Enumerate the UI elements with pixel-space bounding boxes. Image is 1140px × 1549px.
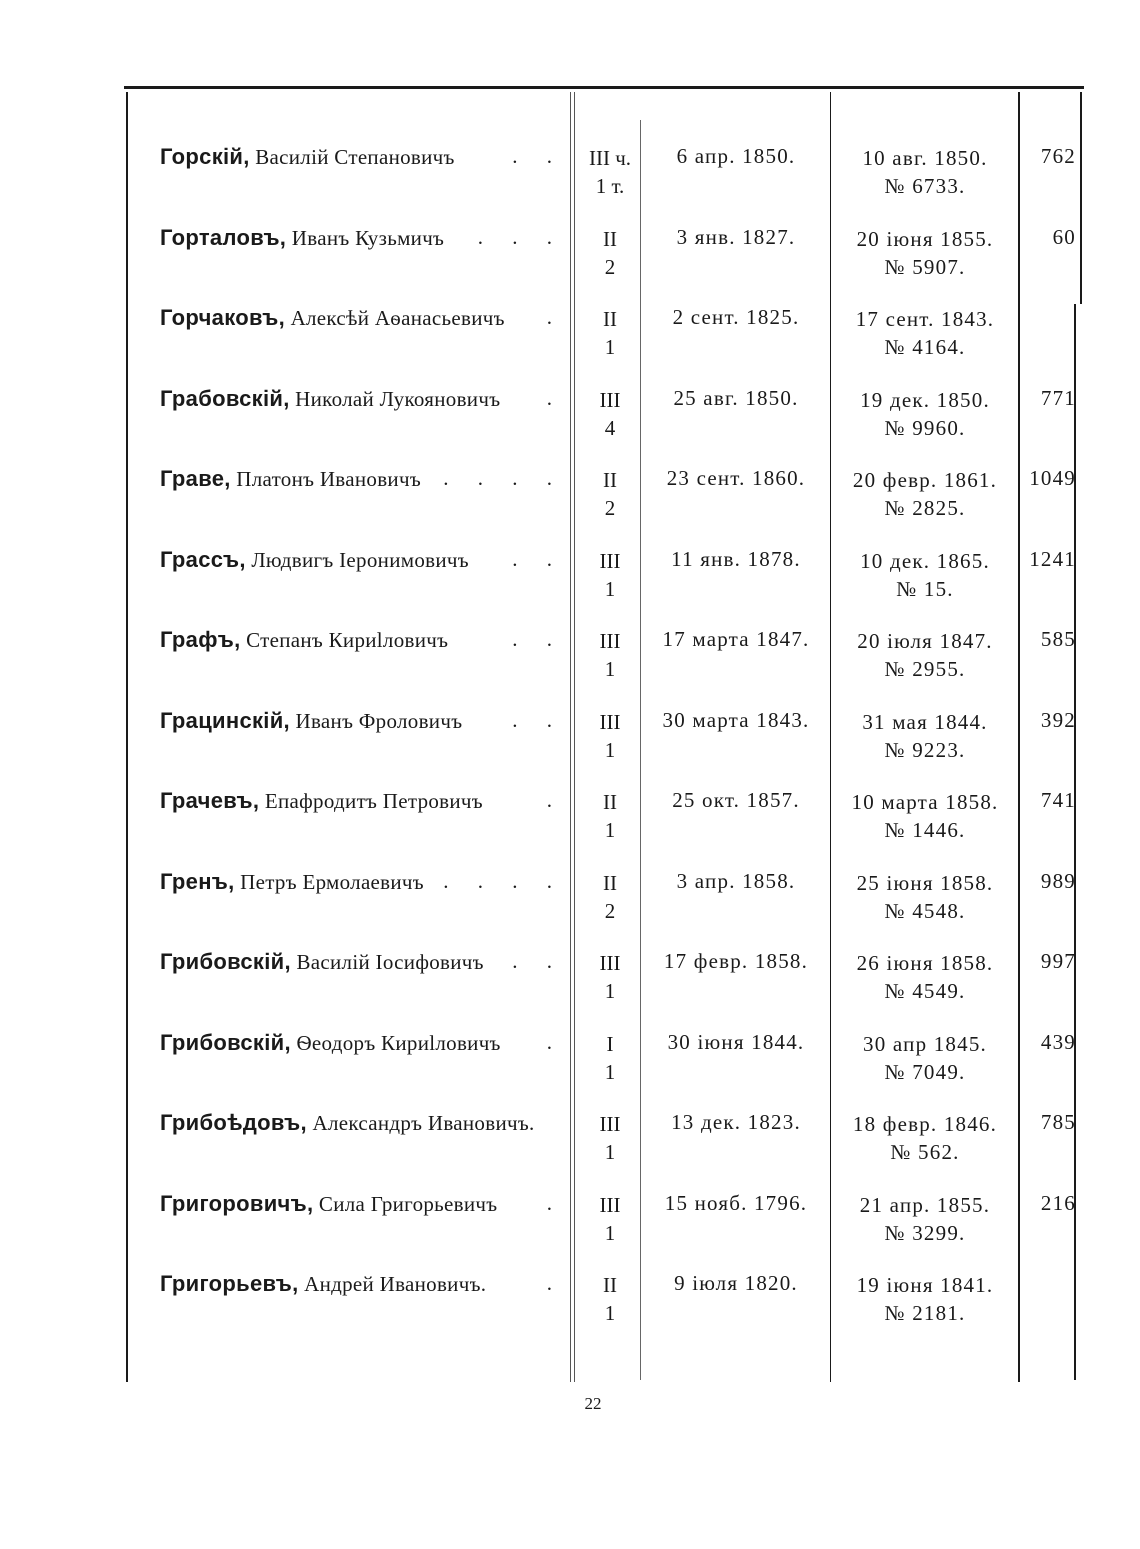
part: III <box>599 1112 621 1136</box>
registration-date: 18 февр. 1846. <box>852 1112 998 1136</box>
date: 23 сент. 1860. <box>666 466 806 490</box>
registration-date: 30 апр 1845. <box>863 1031 987 1056</box>
date: 17 февр. 1858. <box>663 949 809 973</box>
volume: 1 <box>604 979 616 1003</box>
given-name: Епафродитъ Петровичъ <box>264 789 483 813</box>
entry-number: 785 <box>1040 1110 1076 1134</box>
leader-dots: . . <box>512 707 564 732</box>
table-row <box>0 788 1140 868</box>
registration <box>832 305 1018 361</box>
part-volume <box>580 1030 640 1086</box>
part-volume <box>580 386 640 442</box>
registration-number: № 4164. <box>884 335 966 359</box>
person-name <box>160 1030 570 1056</box>
table-row <box>0 466 1140 546</box>
leader-dots: . <box>546 1029 564 1054</box>
volume: 1 <box>604 335 616 359</box>
registration-date: 25 іюня 1858. <box>856 870 994 895</box>
entry-number: 989 <box>1040 868 1076 893</box>
part-volume <box>580 305 640 361</box>
registration <box>832 1191 1018 1247</box>
registration <box>832 225 1018 281</box>
part-volume <box>580 788 640 844</box>
part-volume <box>580 708 640 764</box>
entry-number: 1241 <box>1029 546 1076 571</box>
surname: Григорьевъ, <box>160 1271 299 1296</box>
registration-number: № 7049. <box>884 1059 966 1084</box>
registration <box>832 708 1018 764</box>
part: II <box>603 307 617 331</box>
surname: Грибовскій, <box>160 949 291 974</box>
date: 3 янв. 1827. <box>676 224 796 249</box>
registration-date: 10 дек. 1865. <box>860 548 990 573</box>
registration <box>832 466 1018 522</box>
leader-dots: . . . <box>477 224 564 249</box>
leader-dots: . <box>546 305 564 329</box>
date: 30 марта 1843. <box>662 707 810 732</box>
registration-number: № 4549. <box>884 979 966 1003</box>
given-name: Василій Степановичъ <box>255 145 455 169</box>
given-name: Андрей Ивановичъ. <box>304 1272 487 1296</box>
volume: 1 <box>604 818 616 842</box>
registration <box>832 1271 1018 1327</box>
leader-dots: . . <box>512 546 564 571</box>
surname: Горталовъ, <box>160 224 287 250</box>
part: I <box>606 1031 614 1056</box>
entry-number: 60 <box>1052 224 1076 249</box>
table-row <box>0 225 1140 305</box>
registration <box>832 788 1018 844</box>
given-name: Ѳеодоръ Кириlловичъ <box>296 1030 501 1055</box>
given-name: Иванъ Кузьмичъ <box>291 225 445 250</box>
entry-number: 585 <box>1040 627 1076 651</box>
table-row <box>0 869 1140 949</box>
part-volume <box>580 547 640 603</box>
table-row <box>0 708 1140 788</box>
entry-number: 439 <box>1040 1029 1076 1054</box>
registration <box>832 1110 1018 1166</box>
person-name <box>160 1110 570 1136</box>
surname: Горчаковъ, <box>160 305 285 330</box>
surname: Грибовскій, <box>160 1029 291 1055</box>
person-name <box>160 547 570 573</box>
part-volume <box>580 1271 640 1327</box>
registration-number: № 15. <box>896 576 954 601</box>
registration-date: 10 марта 1858. <box>851 790 999 814</box>
registration-number: № 562. <box>890 1140 960 1164</box>
entry-number: 216 <box>1040 1190 1076 1215</box>
leader-dots: . . <box>512 627 564 651</box>
registration <box>832 144 1018 200</box>
part: II <box>603 790 617 814</box>
registration-number: № 9960. <box>884 415 966 440</box>
surname: Граве, <box>160 466 231 491</box>
registration <box>832 1030 1018 1086</box>
leader-dots: . . <box>512 949 564 973</box>
part-volume <box>580 1110 640 1166</box>
person-name <box>160 144 570 170</box>
part: II <box>603 468 617 492</box>
table-row <box>0 1191 1140 1271</box>
part-volume <box>580 869 640 925</box>
entry-number: 762 <box>1040 144 1076 168</box>
leader-dots: . . . . <box>443 868 564 893</box>
registration-number: № 9223. <box>884 737 966 762</box>
person-name <box>160 305 570 331</box>
volume: 1 <box>604 1301 616 1325</box>
date: 11 янв. 1878. <box>671 546 801 571</box>
registration-date: 20 іюня 1855. <box>856 226 994 251</box>
given-name: Петръ Ермолаевичъ <box>240 869 424 894</box>
person-name <box>160 386 570 412</box>
date: 3 апр. 1858. <box>676 868 796 893</box>
part: III <box>599 629 621 653</box>
table-row <box>0 1271 1140 1351</box>
person-name <box>160 869 570 895</box>
volume: 1 т. <box>595 174 625 198</box>
person-name <box>160 949 570 975</box>
part: II <box>603 226 617 251</box>
entry-number: 741 <box>1040 788 1076 812</box>
table-row <box>0 949 1140 1029</box>
person-name <box>160 708 570 734</box>
registration-date: 10 авг. 1850. <box>862 146 988 170</box>
registration-date: 26 іюня 1858. <box>856 951 994 975</box>
leader-dots: . <box>546 788 564 812</box>
volume: 1 <box>604 576 616 601</box>
top-rule <box>124 86 1084 89</box>
person-name <box>160 466 570 492</box>
part: III <box>599 1192 621 1217</box>
part: III <box>599 387 621 412</box>
volume: 1 <box>604 1140 616 1164</box>
registration-number: № 4548. <box>884 898 966 923</box>
date: 30 іюня 1844. <box>667 1029 805 1054</box>
part-volume <box>580 949 640 1005</box>
leader-dots: . <box>546 385 564 410</box>
entry-number: 997 <box>1040 949 1076 973</box>
registration-number: № 5907. <box>884 254 966 279</box>
registration <box>832 869 1018 925</box>
registration-date: 31 мая 1844. <box>862 709 988 734</box>
volume: 2 <box>604 496 616 520</box>
entry-number: 771 <box>1040 385 1076 410</box>
surname: Горскій, <box>160 144 250 169</box>
volume: 1 <box>604 657 616 681</box>
part-volume <box>580 144 640 200</box>
given-name: Василій Іосифовичъ <box>296 950 484 974</box>
person-name <box>160 627 570 653</box>
part: III <box>599 548 621 573</box>
registration <box>832 627 1018 683</box>
surname: Грассъ, <box>160 546 246 572</box>
volume: 2 <box>604 898 616 923</box>
part: II <box>603 870 617 895</box>
table-row <box>0 1110 1140 1190</box>
registration-date: 20 іюля 1847. <box>857 629 993 653</box>
part-volume <box>580 627 640 683</box>
registration <box>832 949 1018 1005</box>
leader-dots: . . <box>512 144 564 168</box>
registration-number: № 3299. <box>884 1220 966 1245</box>
registration-date: 20 февр. 1861. <box>852 468 998 492</box>
leader-dots: . <box>546 1271 564 1295</box>
date: 25 окт. 1857. <box>672 788 800 812</box>
date: 2 сент. 1825. <box>672 305 800 329</box>
date: 9 іюля 1820. <box>674 1271 798 1295</box>
person-name <box>160 225 570 251</box>
part-volume <box>580 466 640 522</box>
surname: Гренъ, <box>160 868 235 894</box>
registration-number: № 1446. <box>884 818 966 842</box>
surname: Грацинскій, <box>160 707 290 733</box>
surname: Грачевъ, <box>160 788 260 813</box>
person-name <box>160 788 570 814</box>
registration-number: № 2955. <box>884 657 966 681</box>
date: 15 нояб. 1796. <box>664 1190 808 1215</box>
table-row <box>0 305 1140 385</box>
registration-date: 19 іюня 1841. <box>856 1273 994 1297</box>
date: 25 авг. 1850. <box>673 385 799 410</box>
date: 13 дек. 1823. <box>671 1110 801 1134</box>
volume: 2 <box>604 254 616 279</box>
surname: Грабовскій, <box>160 385 290 411</box>
person-name <box>160 1191 570 1217</box>
part-volume <box>580 225 640 281</box>
volume: 1 <box>604 737 616 762</box>
given-name: Николай Лукояновичъ <box>295 386 501 411</box>
table-row <box>0 547 1140 627</box>
registration-date: 19 дек. 1850. <box>860 387 990 412</box>
registration <box>832 386 1018 442</box>
surname: Графъ, <box>160 627 241 652</box>
page-number: 22 <box>584 1394 602 1413</box>
surname: Григоровичъ, <box>160 1190 314 1216</box>
given-name: Платонъ Ивановичъ <box>236 467 421 491</box>
table-row <box>0 144 1140 224</box>
part: III <box>599 709 621 734</box>
registration-date: 21 апр. 1855. <box>859 1192 991 1217</box>
given-name: Сила Григорьевичъ <box>318 1191 498 1216</box>
registration-number: № 2181. <box>884 1301 966 1325</box>
given-name: Иванъ Фроловичъ <box>295 708 463 733</box>
date: 17 марта 1847. <box>662 627 810 651</box>
person-name <box>160 1271 570 1297</box>
part-volume <box>580 1191 640 1247</box>
part: III <box>599 951 621 975</box>
leader-dots: . . . . <box>443 466 564 490</box>
entry-number: 1049 <box>1029 466 1076 490</box>
given-name: Степанъ Кириlловичъ <box>246 628 449 652</box>
table-row <box>0 1030 1140 1110</box>
table-row <box>0 627 1140 707</box>
registration-number: № 2825. <box>884 496 966 520</box>
given-name: Александръ Ивановичъ. <box>312 1111 535 1135</box>
given-name: Алексѣй Аѳанасьевичъ <box>290 306 505 330</box>
registration-date: 17 сент. 1843. <box>855 307 995 331</box>
volume: 1 <box>604 1220 616 1245</box>
table-row <box>0 386 1140 466</box>
entry-number: 392 <box>1040 707 1076 732</box>
part: II <box>603 1273 617 1297</box>
registration <box>832 547 1018 603</box>
registration-number: № 6733. <box>884 174 966 198</box>
volume: 1 <box>604 1059 616 1084</box>
date: 6 апр. 1850. <box>676 144 796 168</box>
surname: Грибоѣдовъ, <box>160 1110 307 1135</box>
leader-dots: . <box>546 1190 564 1215</box>
part: III ч. <box>588 146 632 170</box>
given-name: Людвигъ Іеронимовичъ <box>251 547 469 572</box>
volume: 4 <box>604 415 616 440</box>
